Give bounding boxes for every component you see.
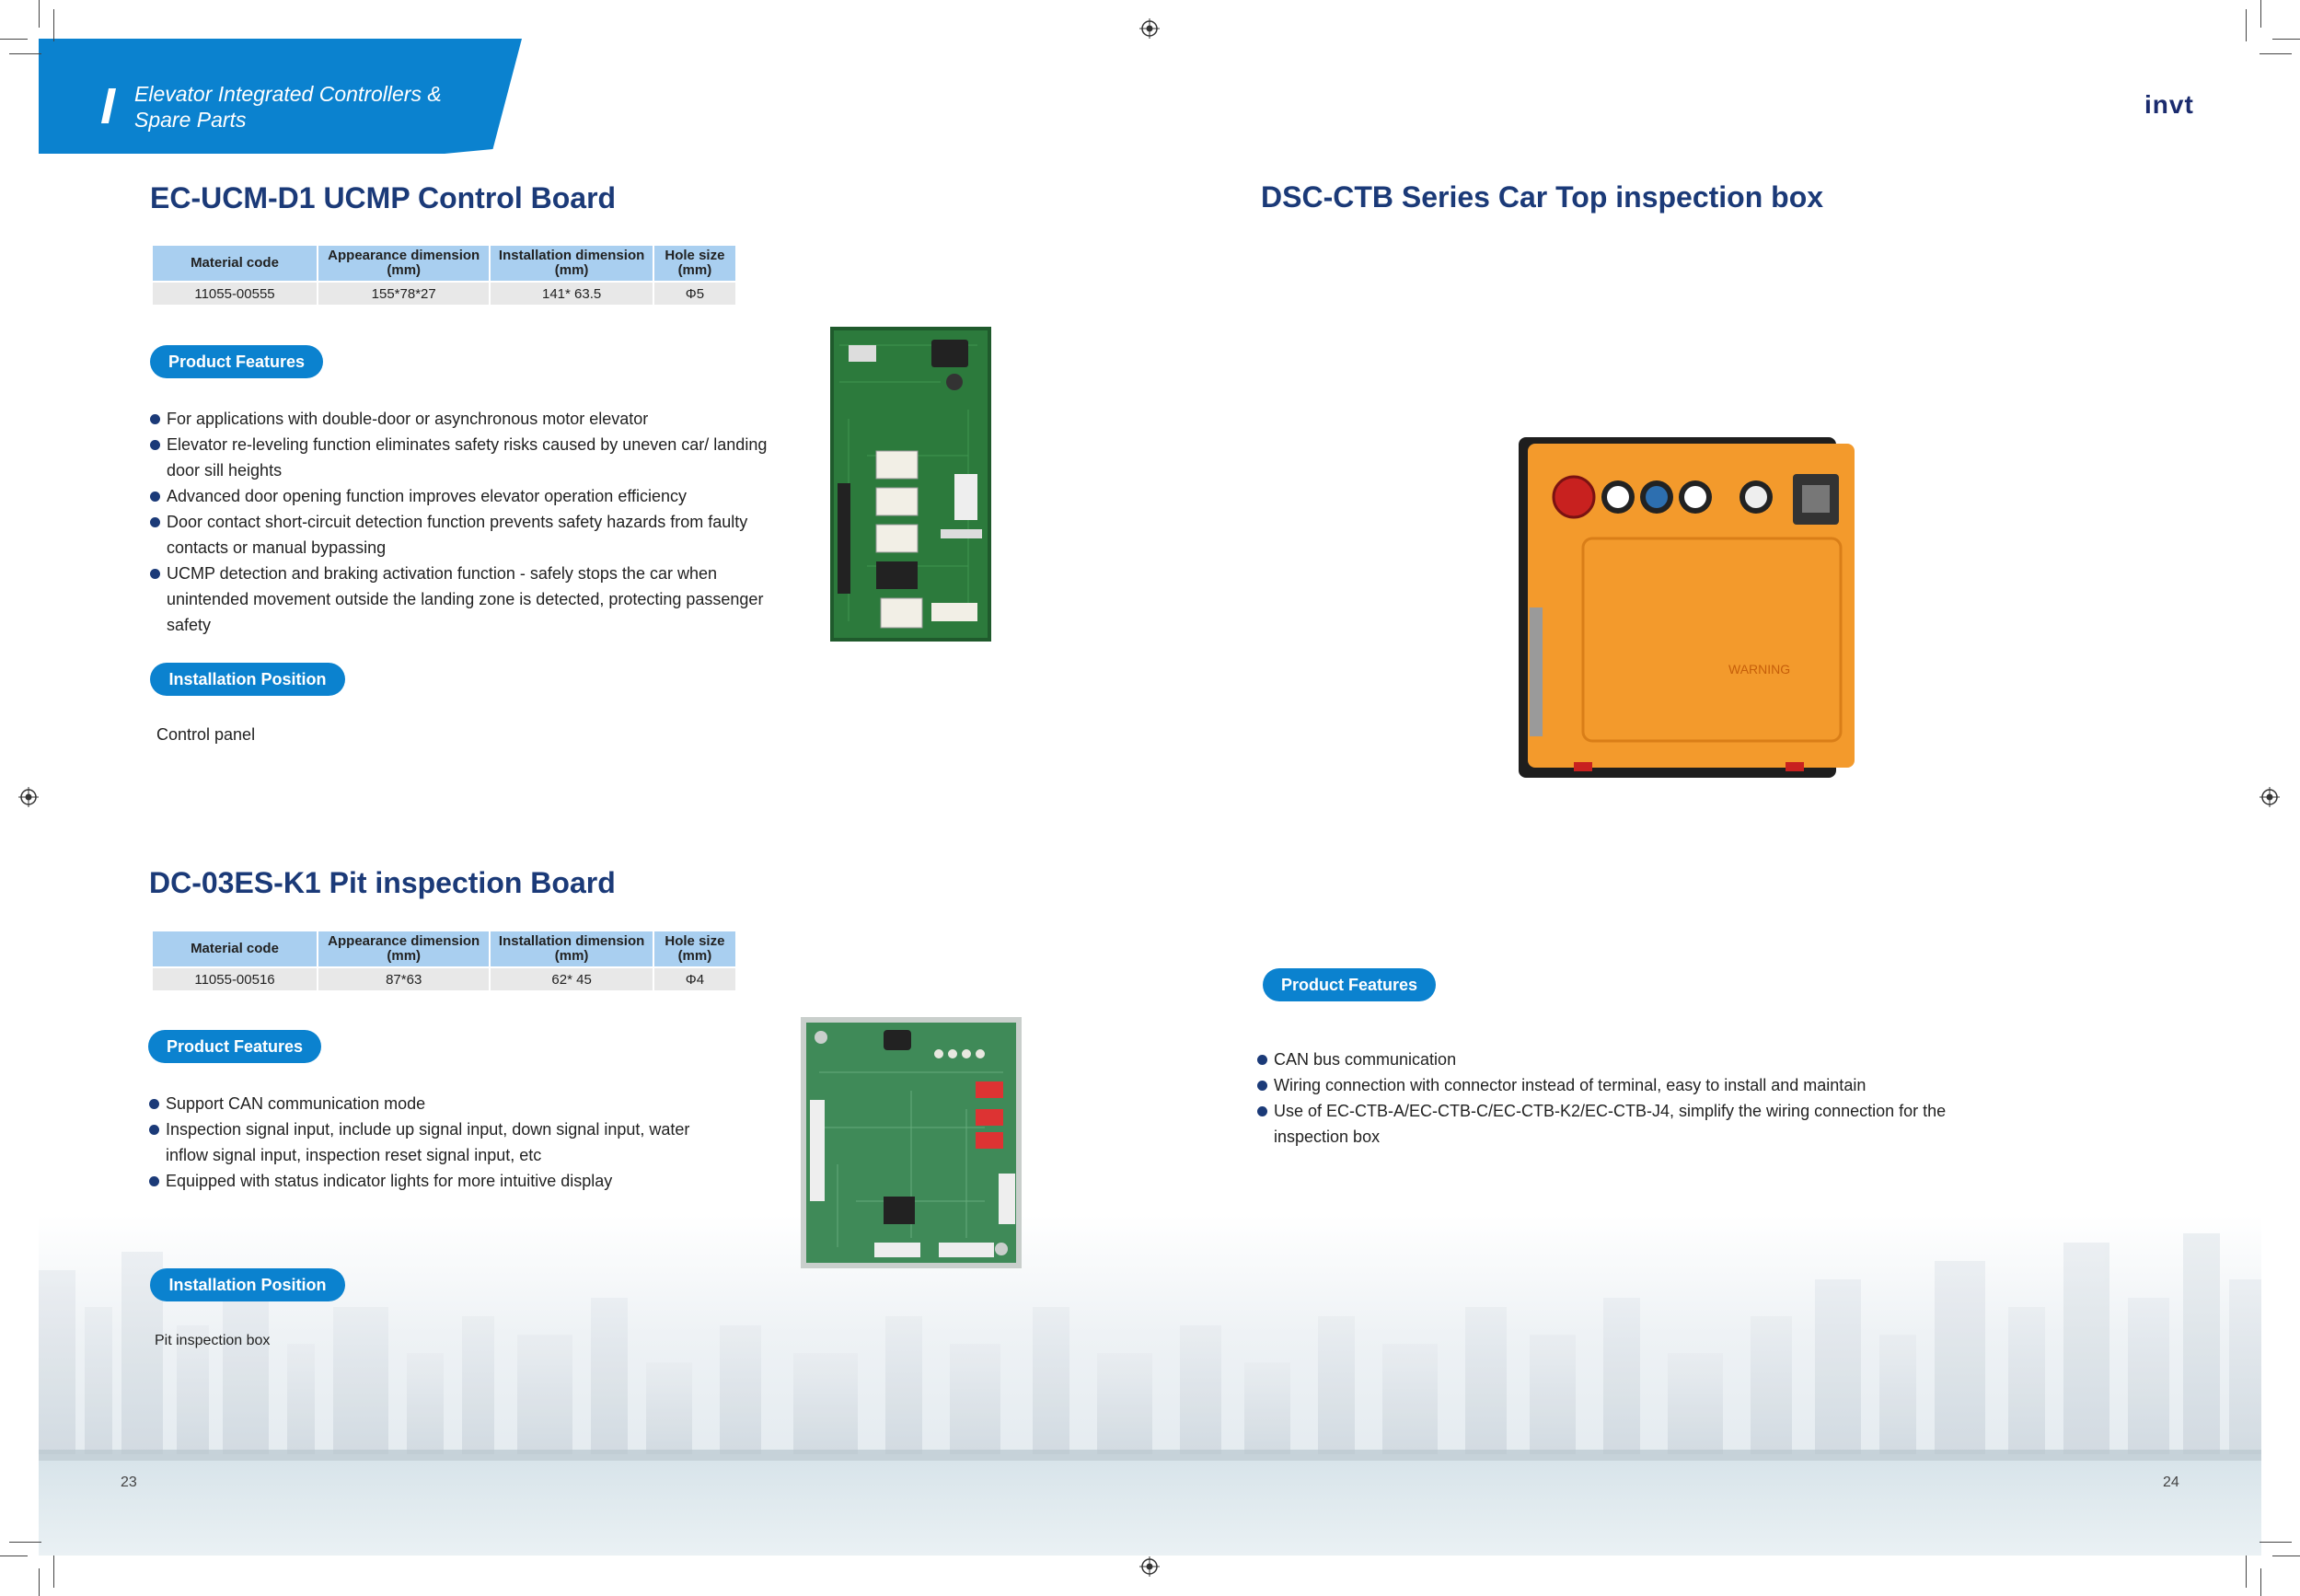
crop-mark — [2260, 1542, 2292, 1543]
table-cell: 11055-00516 — [152, 967, 318, 991]
header-title — [134, 81, 484, 133]
crop-mark — [9, 1542, 41, 1543]
spec-table-ucm — [151, 244, 737, 306]
table-header: Installation dimension (mm) — [490, 245, 653, 282]
crop-mark — [53, 9, 54, 41]
header-title-line2: Spare Parts — [134, 108, 247, 132]
list-item: Use of EC-CTB-A/EC-CTB-C/EC-CTB-K2/EC-CTB-J4, simplify the wiring connection for the inspection box — [1257, 1098, 1984, 1150]
registration-mark-icon — [1139, 18, 1160, 39]
table-header: Material code — [152, 931, 318, 967]
list-item: Support CAN communication mode — [149, 1091, 692, 1116]
list-item: Inspection signal input, include up signal input, down signal input, water inflow signal input, inspection reset signal input, etc — [149, 1116, 692, 1168]
product-features-pill-ucm: Product Features — [150, 345, 323, 378]
spec-table-dc — [151, 930, 737, 992]
crop-mark — [2246, 9, 2247, 41]
list-item: Elevator re-leveling function eliminates safety risks caused by uneven car/ landing door sill heights — [150, 432, 785, 483]
list-item: Equipped with status indicator lights for more intuitive display — [149, 1168, 692, 1194]
registration-mark-icon — [2260, 787, 2280, 807]
table-cell: 155*78*27 — [318, 282, 490, 306]
table-header: Hole size (mm) — [653, 931, 736, 967]
table-cell: Φ4 — [653, 967, 736, 991]
list-item: CAN bus communication — [1257, 1047, 1984, 1072]
list-item: Wiring connection with connector instead of terminal, easy to install and maintain — [1257, 1072, 1984, 1098]
table-cell: 141* 63.5 — [490, 282, 653, 306]
page-number-left: 23 — [121, 1475, 137, 1490]
dc-board-image — [801, 1017, 1022, 1268]
crop-mark — [39, 1568, 40, 1596]
installation-value-dc: Pit inspection box — [155, 1333, 271, 1348]
crop-mark — [39, 0, 40, 28]
table-cell: 87*63 — [318, 967, 490, 991]
city-skyline-background — [39, 1215, 2261, 1556]
crop-mark — [53, 1556, 54, 1588]
crop-mark — [0, 39, 28, 40]
feature-list-ucm — [150, 406, 785, 638]
crop-mark — [2260, 53, 2292, 54]
registration-mark-icon — [18, 787, 39, 807]
table-header: Hole size (mm) — [653, 245, 736, 282]
page-number-right: 24 — [2163, 1475, 2179, 1490]
crop-mark — [2246, 1556, 2247, 1588]
crop-mark — [2260, 1568, 2261, 1596]
section-title-dsc: DSC-CTB Series Car Top inspection box — [1261, 180, 1824, 214]
installation-value-ucm: Control panel — [156, 725, 256, 744]
table-cell: Φ5 — [653, 282, 736, 306]
car-top-inspection-box-image — [1519, 433, 1855, 782]
header-title-line1: Elevator Integrated Controllers & — [134, 82, 442, 106]
feature-list-dc — [149, 1091, 692, 1194]
section-title-ucm: EC-UCM-D1 UCMP Control Board — [150, 181, 617, 214]
brand-logo: invt — [2144, 90, 2194, 119]
box-warning-label: WARNING — [1728, 662, 1791, 677]
table-cell: 11055-00555 — [152, 282, 318, 306]
section-title-dc: DC-03ES-K1 Pit inspection Board — [149, 866, 616, 899]
table-header: Appearance dimension (mm) — [318, 931, 490, 967]
ucm-board-image — [830, 327, 991, 642]
list-item: Advanced door opening function improves elevator operation efficiency — [150, 483, 785, 509]
table-header: Installation dimension (mm) — [490, 931, 653, 967]
table-header: Appearance dimension (mm) — [318, 245, 490, 282]
list-item: Door contact short-circuit detection function prevents safety hazards from faulty contacts or manual bypassing — [150, 509, 785, 561]
crop-mark — [9, 53, 41, 54]
list-item: UCMP detection and braking activation function - safely stops the car when unintended movement outside the landing zone is detected, protecting passenger safety — [150, 561, 785, 638]
table-cell: 62* 45 — [490, 967, 653, 991]
list-item: For applications with double-door or asynchronous motor elevator — [150, 406, 785, 432]
feature-list-dsc — [1257, 1047, 1984, 1150]
installation-position-pill-dc: Installation Position — [150, 1268, 345, 1301]
installation-position-pill-ucm: Installation Position — [150, 663, 345, 696]
product-features-pill-dsc: Product Features — [1263, 968, 1436, 1001]
crop-mark — [2260, 0, 2261, 28]
registration-mark-icon — [1139, 1556, 1160, 1577]
table-header: Material code — [152, 245, 318, 282]
crop-mark — [2272, 39, 2300, 40]
product-features-pill-dc: Product Features — [148, 1030, 321, 1063]
